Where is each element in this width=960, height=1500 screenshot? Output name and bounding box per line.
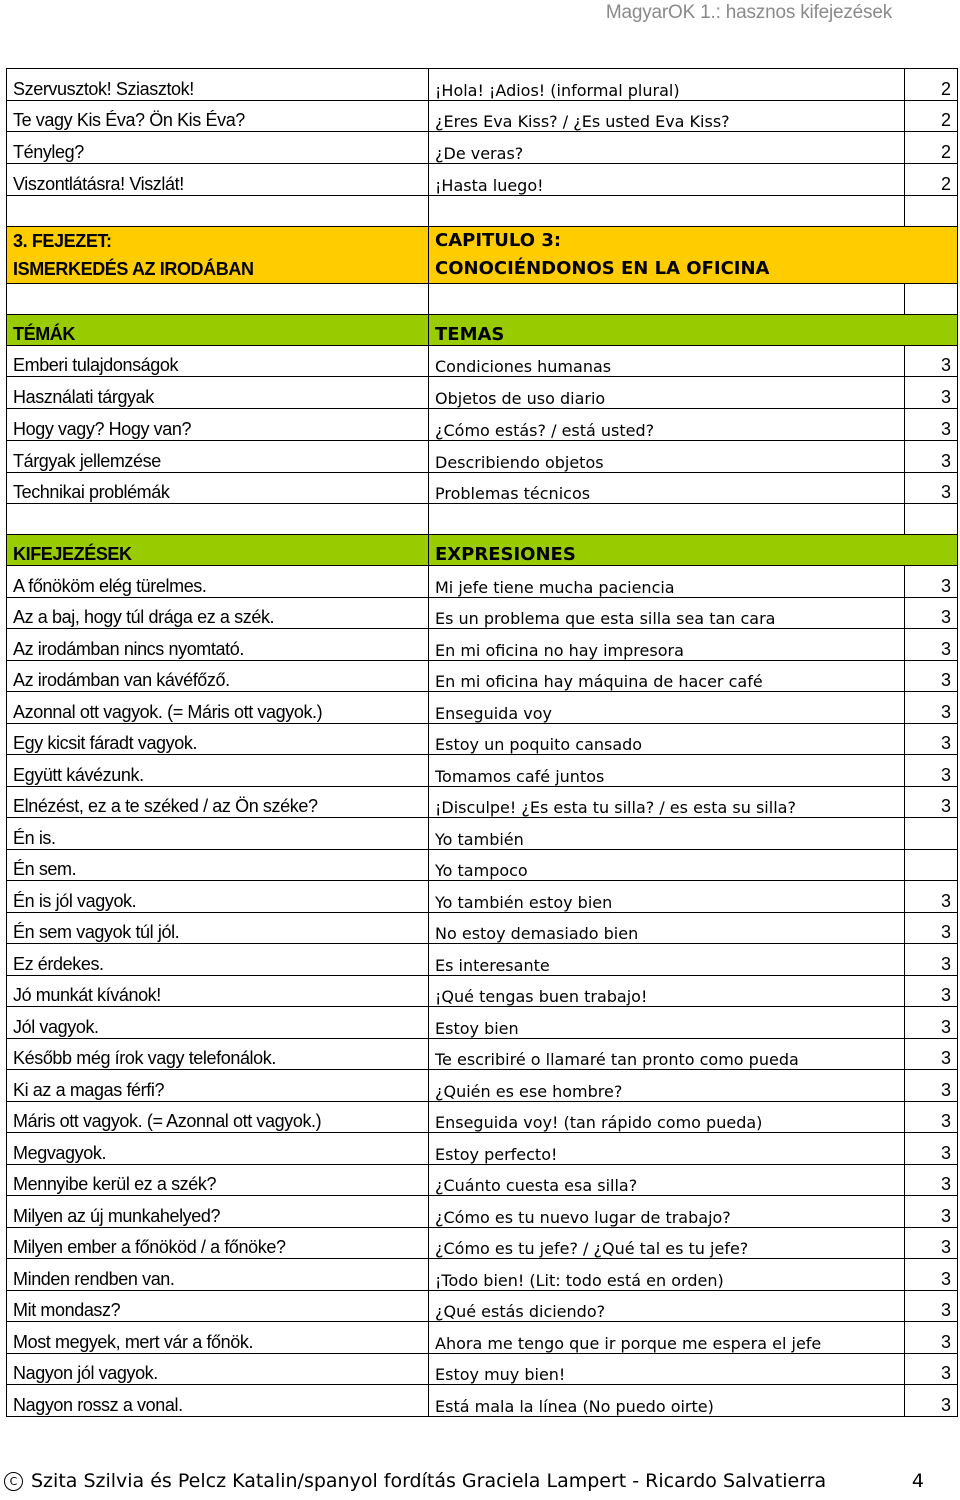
table-row [7,1196,958,1228]
spanish-cell: Está mala la línea (No puedo oirte) [429,1385,905,1417]
spanish-cell: ¿Cuánto cuesta esa silla? [429,1164,905,1196]
hungarian-cell: Emberi tulajdonságok [7,345,429,377]
spanish-cell: En mi oficina hay máquina de hacer café [429,660,905,692]
chapter-title-spanish [429,226,958,283]
hungarian-cell: Én sem. [7,849,429,881]
table-row [7,345,958,377]
chapter-name-hungarian: ISMERKEDÉS AZ IRODÁBAN [13,258,254,279]
table-row [7,1070,958,1102]
table-row [7,100,958,132]
document-header-title: MagyarOK 1.: hasznos kifejezések [605,2,892,23]
page-cell: 3 [905,377,958,409]
table-row [7,1322,958,1354]
hungarian-cell: Nagyon rossz a vonal. [7,1385,429,1417]
chapter-title-hungarian [7,226,429,283]
hungarian-cell: A főnököm elég türelmes. [7,566,429,598]
topics-header-row [7,314,958,345]
page-cell: 3 [905,975,958,1007]
spanish-cell: Enseguida voy! (tan rápido como pueda) [429,1101,905,1133]
table-row [7,1290,958,1322]
spanish-cell: ¿De veras? [429,132,905,164]
hungarian-cell: Te vagy Kis Éva? Ön Kis Éva? [7,100,429,132]
spanish-cell: Te escribiré o llamaré tan pronto como pueda [429,1038,905,1070]
hungarian-cell: Jól vagyok. [7,1007,429,1039]
spanish-cell: Ahora me tengo que ir porque me espera el jefe [429,1322,905,1354]
page-cell: 3 [905,1353,958,1385]
hungarian-cell: Az irodámban van kávéfőző. [7,660,429,692]
spanish-cell: ¿Cómo es tu nuevo lugar de trabajo? [429,1196,905,1228]
spanish-cell: Estoy un poquito cansado [429,723,905,755]
page-cell: 3 [905,723,958,755]
spanish-cell: ¿Qué estás diciendo? [429,1290,905,1322]
hungarian-cell: Egy kicsit fáradt vagyok. [7,723,429,755]
table-row [7,1259,958,1291]
table-row [7,1038,958,1070]
page-cell: 3 [905,1322,958,1354]
table-row [7,975,958,1007]
table-row [7,660,958,692]
page-cell: 3 [905,755,958,787]
footer-credits [4,1470,826,1492]
expressions-header-hungarian: KIFEJEZÉSEK [7,535,429,566]
hungarian-cell: Mit mondasz? [7,1290,429,1322]
spanish-cell: Tomamos café juntos [429,755,905,787]
spanish-cell: ¿Quién es ese hombre? [429,1070,905,1102]
hungarian-cell: Én is. [7,818,429,850]
hungarian-cell: Most megyek, mert vár a főnök. [7,1322,429,1354]
expressions-header-row [7,535,958,566]
hungarian-cell: Minden rendben van. [7,1259,429,1291]
hungarian-cell: Tárgyak jellemzése [7,440,429,472]
table-row [7,1101,958,1133]
vocabulary-table [6,68,958,1417]
table-row [7,472,958,504]
table-row [7,1133,958,1165]
page-cell: 3 [905,1290,958,1322]
spanish-cell: ¡Todo bien! (Lit: todo está en orden) [429,1259,905,1291]
page-cell: 2 [905,69,958,101]
spanish-cell: ¿Cómo estás? / está usted? [429,409,905,441]
page-cell: 3 [905,345,958,377]
page-cell [905,849,958,881]
table-row [7,1353,958,1385]
hungarian-cell: Én is jól vagyok. [7,881,429,913]
spanish-cell: ¿Cómo es tu jefe? / ¿Qué tal es tu jefe? [429,1227,905,1259]
page-cell: 3 [905,629,958,661]
page-cell: 3 [905,1164,958,1196]
topics-header-hungarian: TÉMÁK [7,314,429,345]
blank-row [7,195,958,226]
hungarian-cell: Szervusztok! Sziasztok! [7,69,429,101]
blank-row [7,283,958,314]
page-cell: 3 [905,597,958,629]
copyright-icon: C [4,1472,23,1491]
page-cell: 2 [905,132,958,164]
table-row [7,164,958,196]
hungarian-cell: Mennyibe kerül ez a szék? [7,1164,429,1196]
expressions-header-spanish: EXPRESIONES [429,535,958,566]
chapter-name-spanish: CONOCIÉNDONOS EN LA OFICINA [435,257,770,279]
hungarian-cell: Ez érdekes. [7,944,429,976]
hungarian-cell: Technikai problémák [7,472,429,504]
table-row [7,1007,958,1039]
hungarian-cell: Hogy vagy? Hogy van? [7,409,429,441]
hungarian-cell: Jó munkát kívánok! [7,975,429,1007]
hungarian-cell: Később még írok vagy telefonálok. [7,1038,429,1070]
page-cell: 3 [905,660,958,692]
table-row [7,629,958,661]
spanish-cell: Describiendo objetos [429,440,905,472]
hungarian-cell: Nagyon jól vagyok. [7,1353,429,1385]
hungarian-cell: Tényleg? [7,132,429,164]
table-row [7,692,958,724]
page-cell: 3 [905,944,958,976]
spanish-cell: ¡Qué tengas buen trabajo! [429,975,905,1007]
page-cell: 3 [905,1227,958,1259]
table-row [7,597,958,629]
page-cell: 3 [905,1196,958,1228]
page-cell: 3 [905,912,958,944]
table-row [7,409,958,441]
spanish-cell: Problemas técnicos [429,472,905,504]
page-number: 4 [911,1470,924,1492]
hungarian-cell: Azonnal ott vagyok. (= Máris ott vagyok.) [7,692,429,724]
topics-list [7,345,958,503]
hungarian-cell: Milyen az új munkahelyed? [7,1196,429,1228]
hungarian-cell: Ki az a magas férfi? [7,1070,429,1102]
table-row [7,132,958,164]
spanish-cell: Mi jefe tiene mucha paciencia [429,566,905,598]
spanish-cell: Es interesante [429,944,905,976]
spanish-cell: No estoy demasiado bien [429,912,905,944]
table-row [7,818,958,850]
page-cell: 3 [905,1101,958,1133]
page-cell: 3 [905,440,958,472]
table-row [7,944,958,976]
page-cell: 3 [905,1038,958,1070]
topics-header-spanish: TEMAS [429,314,958,345]
spanish-cell: ¡Disculpe! ¿Es esta tu silla? / es esta su silla? [429,786,905,818]
hungarian-cell: Az irodámban nincs nyomtató. [7,629,429,661]
spanish-cell: Estoy muy bien! [429,1353,905,1385]
spanish-cell: Estoy bien [429,1007,905,1039]
blank-row [7,504,958,535]
page-cell [905,818,958,850]
hungarian-cell: Elnézést, ez a te széked / az Ön széke? [7,786,429,818]
table-row [7,912,958,944]
page-cell: 3 [905,409,958,441]
spanish-cell: Yo también estoy bien [429,881,905,913]
table-row [7,69,958,101]
page-cell: 3 [905,692,958,724]
table-row [7,566,958,598]
page-cell: 3 [905,1133,958,1165]
chapter-header-row [7,226,958,283]
page-cell: 3 [905,1259,958,1291]
chapter-number-hungarian: 3. FEJEZET: [13,230,112,251]
hungarian-cell: Az a baj, hogy túl drága ez a szék. [7,597,429,629]
table-row [7,849,958,881]
table-row [7,377,958,409]
page-cell: 3 [905,1070,958,1102]
page-cell: 3 [905,786,958,818]
table-row [7,1227,958,1259]
table-row [7,723,958,755]
footer-credits-text: Szita Szilvia és Pelcz Katalin/spanyol fordítás Graciela Lampert - Ricardo Salvatierra [31,1470,827,1492]
spanish-cell: Enseguida voy [429,692,905,724]
page-cell: 3 [905,472,958,504]
vocabulary-table-body [7,69,958,346]
hungarian-cell: Együtt kávézunk. [7,755,429,787]
page-cell: 3 [905,1385,958,1417]
spanish-cell: Condiciones humanas [429,345,905,377]
expressions-list [7,566,958,1417]
page-cell: 2 [905,100,958,132]
page-cell: 3 [905,881,958,913]
spanish-cell: Yo tampoco [429,849,905,881]
spanish-cell: ¿Eres Eva Kiss? / ¿Es usted Eva Kiss? [429,100,905,132]
table-row [7,786,958,818]
table-row [7,1164,958,1196]
spanish-cell: Es un problema que esta silla sea tan cara [429,597,905,629]
expressions-section [7,504,958,566]
spanish-cell: Estoy perfecto! [429,1133,905,1165]
chapter-number-spanish: CAPITULO 3: [435,229,562,251]
hungarian-cell: Megvagyok. [7,1133,429,1165]
hungarian-cell: Én sem vagyok túl jól. [7,912,429,944]
hungarian-cell: Milyen ember a főnököd / a főnöke? [7,1227,429,1259]
spanish-cell: Yo también [429,818,905,850]
spanish-cell: Objetos de uso diario [429,377,905,409]
hungarian-cell: Máris ott vagyok. (= Azonnal ott vagyok.) [7,1101,429,1133]
hungarian-cell: Viszontlátásra! Viszlát! [7,164,429,196]
spanish-cell: ¡Hola! ¡Adios! (informal plural) [429,69,905,101]
spanish-cell: En mi oficina no hay impresora [429,629,905,661]
table-row [7,1385,958,1417]
spanish-cell: ¡Hasta luego! [429,164,905,196]
table-row [7,440,958,472]
table-row [7,755,958,787]
page-cell: 3 [905,566,958,598]
hungarian-cell: Használati tárgyak [7,377,429,409]
page-cell: 2 [905,164,958,196]
document-footer [4,1470,924,1492]
table-row [7,881,958,913]
page-cell: 3 [905,1007,958,1039]
